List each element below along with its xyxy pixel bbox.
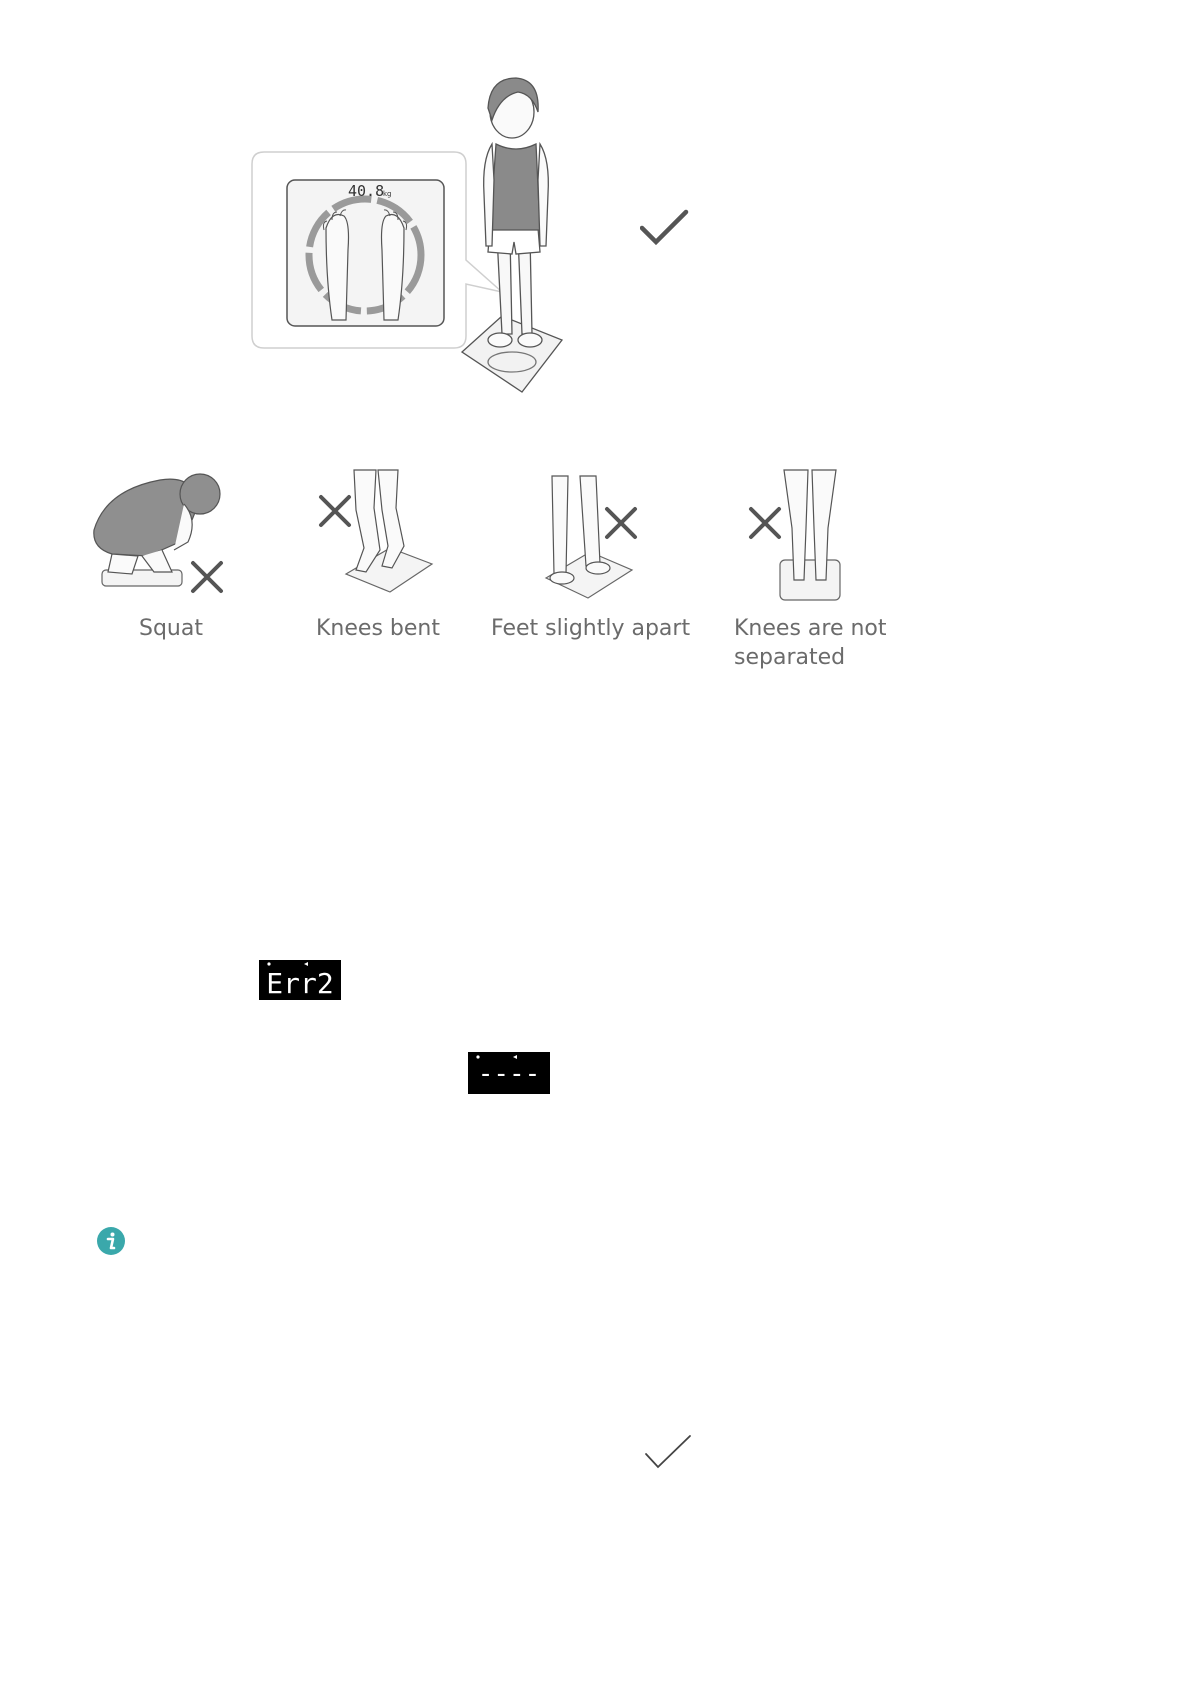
checkmark-icon [640,208,690,248]
correct-posture-figure [240,70,700,430]
correct-checkmark-icon [640,208,690,248]
posture-label-knees-not-separated [734,614,934,672]
lcd-dashes-svg [468,1052,550,1094]
knees-together-figure [776,468,846,604]
knees-bent-figure [340,468,440,594]
scale-display-unit: kg [383,190,392,198]
scale-display-reading: 40.8 [348,182,385,200]
info-icon [97,1227,125,1255]
scale-closeup-callout [252,152,502,348]
posture-label-knees-not-separated-text: Knees are not separated [734,616,887,670]
posture-label-feet-apart: Feet slightly apart [491,616,691,641]
lcd-dashes-text: ---- [477,1059,541,1089]
lcd-error-display [259,960,341,1000]
standing-person [462,78,562,392]
posture-label-squat: Squat [139,616,203,641]
posture-knees-together-illustration [776,468,846,604]
correct-posture-illustration [240,70,700,430]
lcd-error-text: Err2 [266,967,334,1000]
posture-knees-bent-illustration [340,468,440,594]
lcd-dashes-display [468,1052,550,1094]
cross-icon [190,560,224,594]
lcd-error-svg [259,960,341,1000]
checkmark-icon [644,1434,692,1470]
cross-icon [604,506,638,540]
posture-label-knees-bent: Knees bent [316,616,440,641]
